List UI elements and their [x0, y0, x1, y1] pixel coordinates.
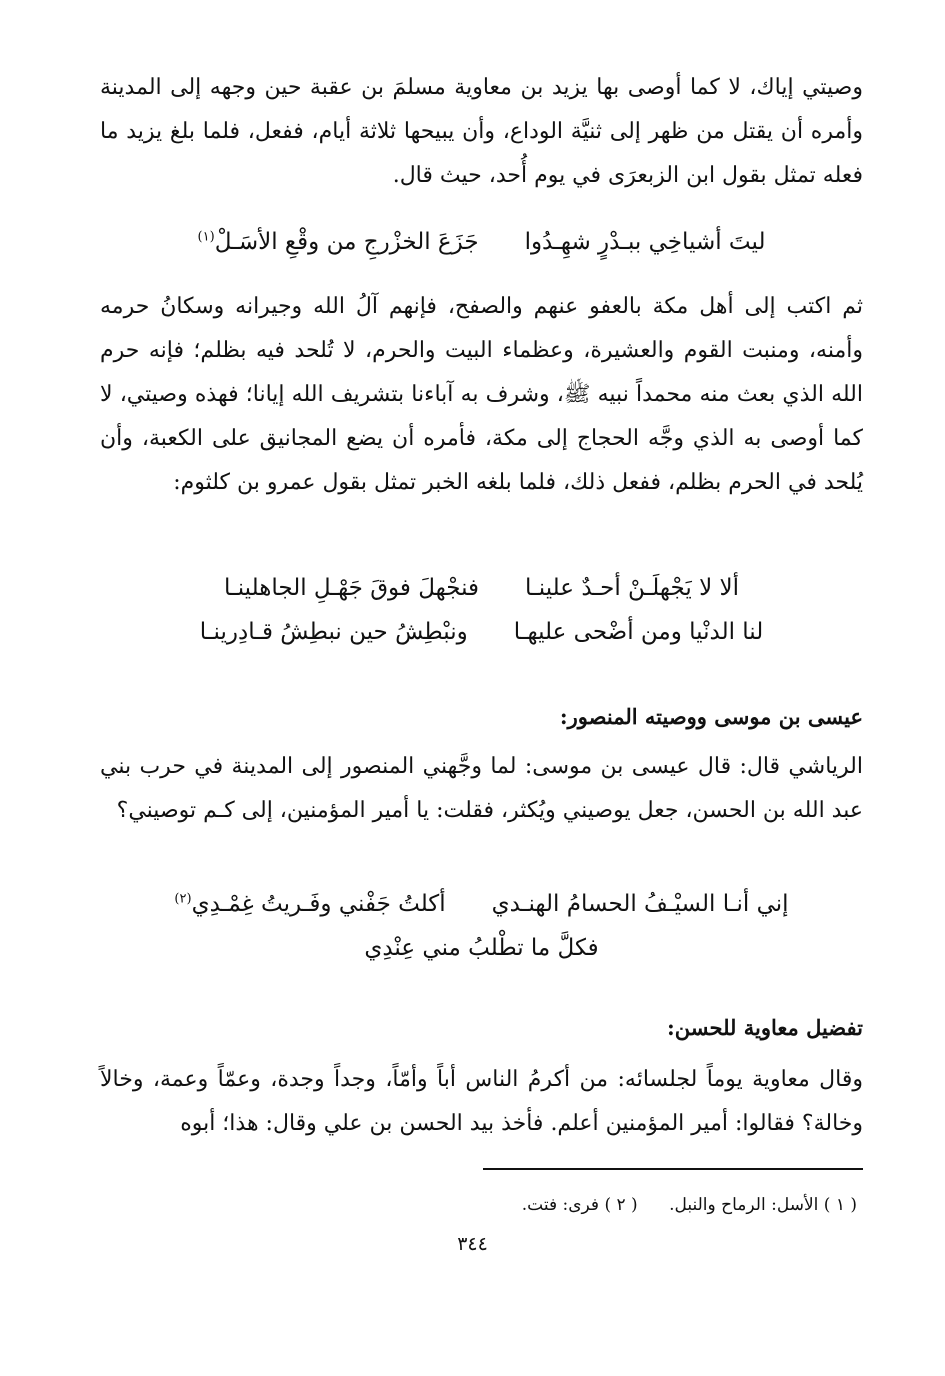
section-heading-isa: عيسى بن موسى ووصيته المنصور:	[559, 704, 863, 729]
verse-2-line-1	[100, 566, 863, 610]
footnote-ref-2: (٢)	[174, 891, 192, 907]
heading-2-block	[100, 1008, 863, 1048]
paragraph-3-block	[100, 745, 863, 833]
paragraph-4-block	[100, 1058, 863, 1146]
verse-3-second-hemistich: أكلتُ جَفْني وفَـريتُ غِمْـدِي	[191, 891, 446, 917]
page-number: ٣٤٤	[457, 1233, 488, 1255]
verse-3-third-line: فكلَّ ما تطْلبُ مني عِنْدِي	[364, 935, 599, 961]
verse-2	[100, 566, 863, 654]
footnote-divider	[483, 1168, 863, 1170]
verse-3	[100, 882, 863, 970]
verse-2-line-2-first: لنا الدنْيا ومن أضْحى عليهـا	[513, 619, 764, 645]
paragraph-1-block	[100, 66, 863, 198]
verse-2-line-1-second: فنجْهلَ فوقَ جَهْـلِ الجاهلينـا	[223, 575, 480, 601]
footnote-1: ( ١ ) الأسل: الرماح والنبل.	[669, 1195, 857, 1215]
verse-3-first-hemistich: إني أنـا السيْـفُ الحسامُ الهنـدي	[491, 891, 789, 917]
section-heading-muawiya: تفضيل معاوية للحسن:	[667, 1015, 863, 1040]
paragraph-1: وصيتي إياك، لا كما أوصى بها يزيد بن معاوية مسلمَ بن عقبة حين وجهه إلى المدينة وأمره أن يقتل من ظهر إلى ثنيَّة الوداع، وأن يبيحها ثلاثة أيام، ففعل، فلما بلغ يزيد ما فعله تمثل بقول ابن الزبعرَى في يوم أُحد، حيث قال.	[100, 75, 863, 188]
verse-1-first-hemistich: ليتَ أشياخِي ببـدْرٍ شهِـدُوا	[524, 229, 766, 255]
verse-1	[100, 220, 863, 264]
verse-2-line-2	[100, 610, 863, 654]
paragraph-3: الرياشي قال: قال عيسى بن موسى: لما وجَّهني المنصور إلى المدينة في حرب بني عبد الله بن الحسن، جعل يوصيني ويُكثر، فقلت: يا أمير المؤمنين، إلى كـم توصيني؟	[100, 754, 863, 823]
verse-2-line-2-second: ونبْطِشُ حين نبطِشُ قـادِرينـا	[199, 619, 468, 645]
footnote-ref-1: (١)	[197, 229, 215, 245]
paragraph-4: وقال معاوية يوماً لجلسائه: من أكرمُ الناس أباً وأمّاً، وجداً وجدة، وعمّاً وعمة، وخالاً وخالة؟ فقالوا: أمير المؤمنين أعلم. فأخذ بيد الحسن بن علي وقال: هذا؛ أبوه	[100, 1067, 863, 1136]
paragraph-2-block	[100, 285, 863, 505]
verse-2-line-1-first: ألا لا يَجْهلَـنْ أحـدٌ علينـا	[525, 575, 740, 601]
footnotes	[496, 1190, 857, 1220]
footnote-2: ( ٢ ) فرى: فتت.	[521, 1195, 638, 1215]
verse-1-second-hemistich: جَزَعَ الخزْرجِ من وقْعِ الأسَـلْ	[214, 229, 479, 255]
heading-1-block	[100, 697, 863, 737]
paragraph-2: ثم اكتب إلى أهل مكة بالعفو عنهم والصفح، فإنهم آلُ الله وجيرانه وسكانُ حرمه وأمنه، ومنبت القوم والعشيرة، وعظماء البيت والحرم، لا تُلحد فيه بظلم؛ فإنه حرم الله الذي بعث منه محمداً نبيه ﷺ، وشرف به آباءنا بتشريف الله إيانا؛ فهذه وصيتي، لا كما أوصى به الذي وجَّه الحجاج إلى مكة، فأمره أن يضع المجانيق على الكعبة، وأن يُلحد في الحرم بظلم، ففعل ذلك، فلما بلغه الخبر تمثل بقول عمرو بن كلثوم:	[100, 294, 863, 495]
